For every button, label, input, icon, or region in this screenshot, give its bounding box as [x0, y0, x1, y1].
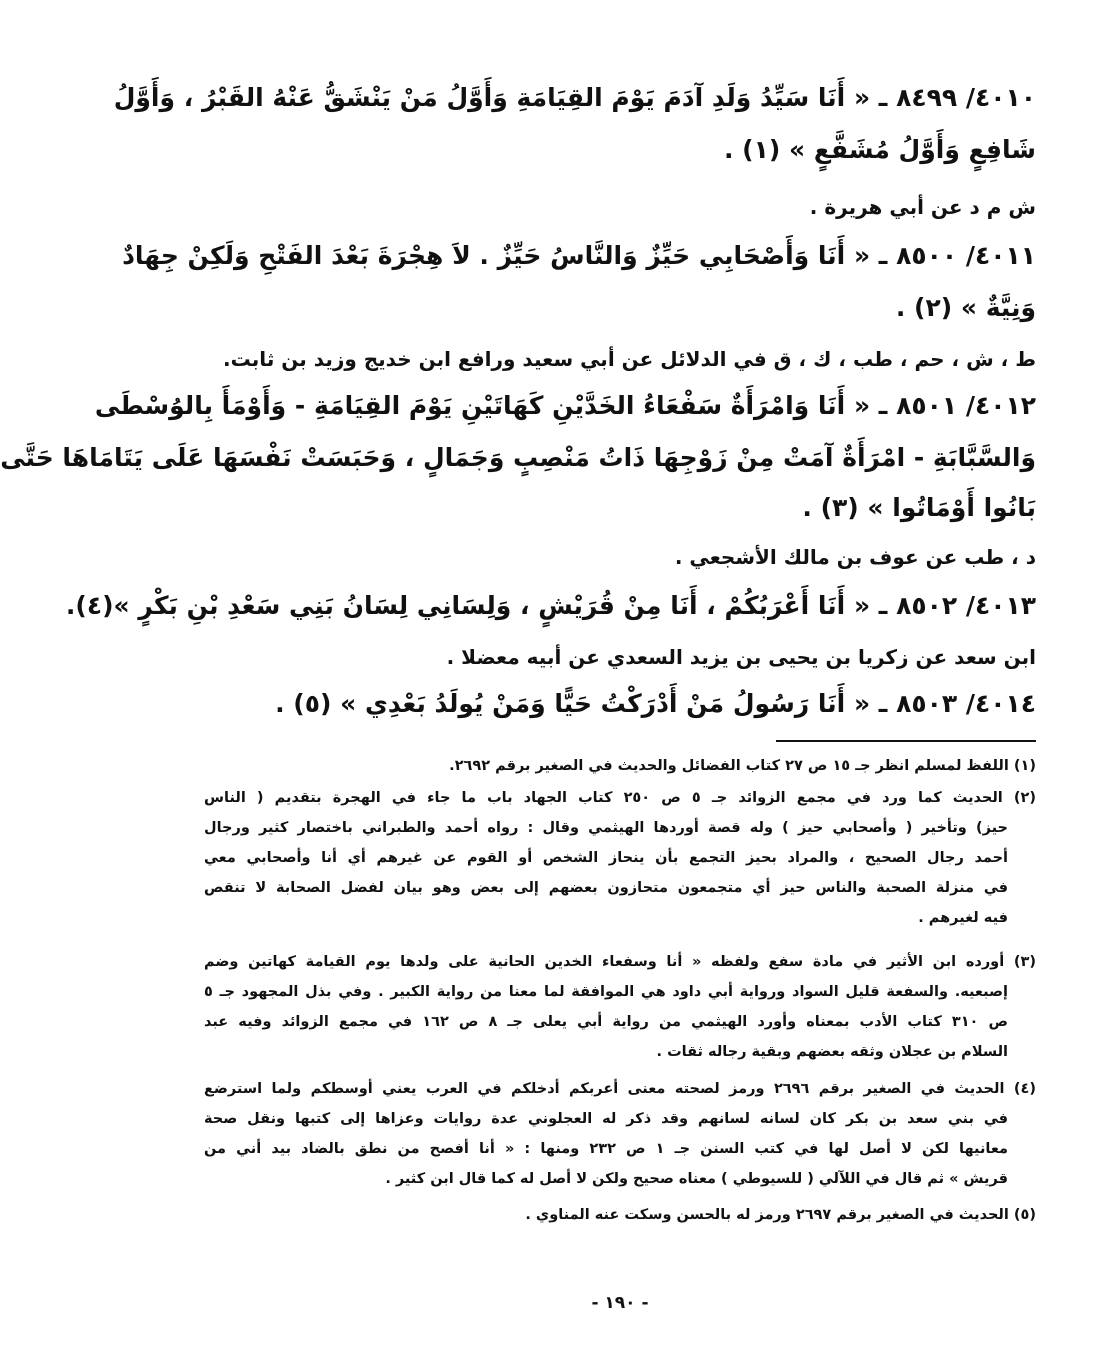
footnote-4-line-2: في بني سعد بن بكر كان لسانه لسانهم وقد ذكر له العجلوني عدة روايات وعزاها إلى كتبها ونقل صحة — [204, 1111, 1008, 1127]
hadith-4012-line-3: بَانُوا أَوْمَاتُوا » (٣) . — [802, 493, 1036, 522]
footnote-3-line-1: (٣) أورده ابن الأثير في مادة سفع ولفظه « أنا وسفعاء الخدين الحانية على ولدها يوم القيامة كهاتين وضم — [204, 954, 1036, 970]
footnote-separator — [776, 740, 1036, 742]
footnote-3-line-3: ص ٣١٠ كتاب الأدب بمعناه وأورد الهيثمي من رواية أبي يعلى جـ ٨ ص ١٦٢ في مجمع الزوائد وفيه عبد — [204, 1014, 1008, 1030]
hadith-4010-source: ش م د عن أبي هريرة . — [809, 195, 1036, 219]
footnote-5-line-1: (٥) الحديث في الصغير برقم ٢٦٩٧ ورمز له بالحسن وسكت عنه المناوي . — [525, 1207, 1036, 1223]
footnote-4-line-4: قريش » ثم قال في اللآلي ( للسيوطي ) معناه صحيح ولكن لا أصل له كما قال ابن كثير . — [385, 1171, 1008, 1187]
footnote-4-line-3: معانيها لكن لا أصل لها في كتب السنن جـ ١ ص ٢٣٢ ومنها : « أنا أفصح من نطق بالضاد بيد أني من — [204, 1141, 1009, 1157]
footnote-2-line-2: حيز) وتأخير ( وأصحابي حيز ) وله قصة أوردها الهيثمي وقال : رواه أحمد والطبراني باختصار كثير ورجال — [204, 820, 1008, 836]
hadith-4013-line-1: ٤٠١٣/ ٨٥٠٢ ـ « أَنَا أَعْرَبُكُمْ ، أَنَا مِنْ قُرَيْشٍ ، وَلِسَانِي لِسَانُ بَنِي سَعْدِ بْنِ بَكْرٍ »(٤). — [65, 591, 1036, 620]
hadith-4011-line-1: ٤٠١١/ ٨٥٠٠ ـ « أَنَا وَأَصْحَابِي حَيِّزٌ وَالنَّاسُ حَيِّزٌ . لاَ هِجْرَةَ بَعْدَ الفَتْحِ وَلَكِنْ جِهَادٌ — [122, 241, 1036, 270]
hadith-4012-source: د ، طب عن عوف بن مالك الأشجعي . — [674, 545, 1036, 569]
hadith-4012-line-1: ٤٠١٢/ ٨٥٠١ ـ « أَنَا وَامْرَأَةٌ سَفْعَاءُ الخَدَّيْنِ كَهَاتَيْنِ يَوْمَ القِيَامَةِ - وَأَوْمَأَ بِالوُسْطَى — [94, 391, 1036, 420]
footnote-1-line-1: (١) اللفظ لمسلم انظر جـ ١٥ ص ٢٧ كتاب الفضائل والحديث في الصغير برقم ٢٦٩٢. — [449, 758, 1036, 774]
footnote-4-line-1: (٤) الحديث في الصغير برقم ٢٦٩٦ ورمز لصحته معنى أعربكم أدخلكم في العرب يعني أوسطكم ولما استرضع — [204, 1081, 1036, 1097]
hadith-4013-source: ابن سعد عن زكريا بن يحيى بن يزيد السعدي عن أبيه معضلا . — [446, 645, 1036, 669]
hadith-4010-line-1: ٤٠١٠/ ٨٤٩٩ ـ « أَنَا سَيِّدُ وَلَدِ آدَمَ يَوْمَ القِيَامَةِ وَأَوَّلُ مَنْ يَنْشَقُّ عَنْهُ القَبْرُ ، وَأَوَّلُ — [113, 83, 1036, 112]
hadith-4011-source: ط ، ش ، حم ، طب ، ك ، ق في الدلائل عن أبي سعيد ورافع ابن خديج وزيد بن ثابت. — [223, 347, 1036, 371]
hadith-4011-line-2: وَنِيَّةٌ » (٢) . — [895, 293, 1036, 322]
hadith-4014-line-1: ٤٠١٤/ ٨٥٠٣ ـ « أَنَا رَسُولُ مَنْ أَدْرَكْتُ حَيًّا وَمَنْ يُولَدُ بَعْدِي » (٥) . — [275, 689, 1036, 718]
footnote-3-line-4: السلام بن عجلان وثقه بعضهم وبقية رجاله ثقات . — [656, 1044, 1008, 1060]
hadith-4012-line-2: وَالسَّبَّابَةِ - امْرَأَةٌ آمَتْ مِنْ زَوْجِهَا ذَاتُ مَنْصِبٍ وَجَمَالٍ ، وَحَبَسَتْ نَفْسَهَا عَلَى يَتَامَاهَا حَتَّى — [0, 443, 1036, 472]
footnote-2-line-1: (٢) الحديث كما ورد في مجمع الزوائد جـ ٥ ص ٢٥٠ كتاب الجهاد باب ما جاء في الهجرة بتقديم ( الناس — [204, 790, 1037, 806]
footnote-2-line-5: فيه لغيرهم . — [918, 910, 1008, 926]
footnote-2-line-4: في منزلة الصحبة والناس حيز أي متجمعون متحازون بعضهم إلى بعض وهو بيان لفضل الصحابة لا تنقص — [204, 880, 1008, 896]
hadith-4010-line-2: شَافِعٍ وَأَوَّلُ مُشَفَّعٍ » (١) . — [723, 135, 1036, 164]
footnote-3-line-2: إصبعيه. والسفعة قليل السواد ورواية أبي داود هي الموافقة لما معنا من رواية الكبير . وفي بذل المجهود جـ ٥ — [204, 984, 1008, 1000]
page-number: - ١٩٠ - — [591, 1293, 649, 1313]
footnote-2-line-3: أحمد رجال الصحيح ، والمراد بحيز التجمع بأن ينحاز الشخص أو القوم عن غيرهم أي أنا وأصحابي معي — [204, 850, 1008, 866]
